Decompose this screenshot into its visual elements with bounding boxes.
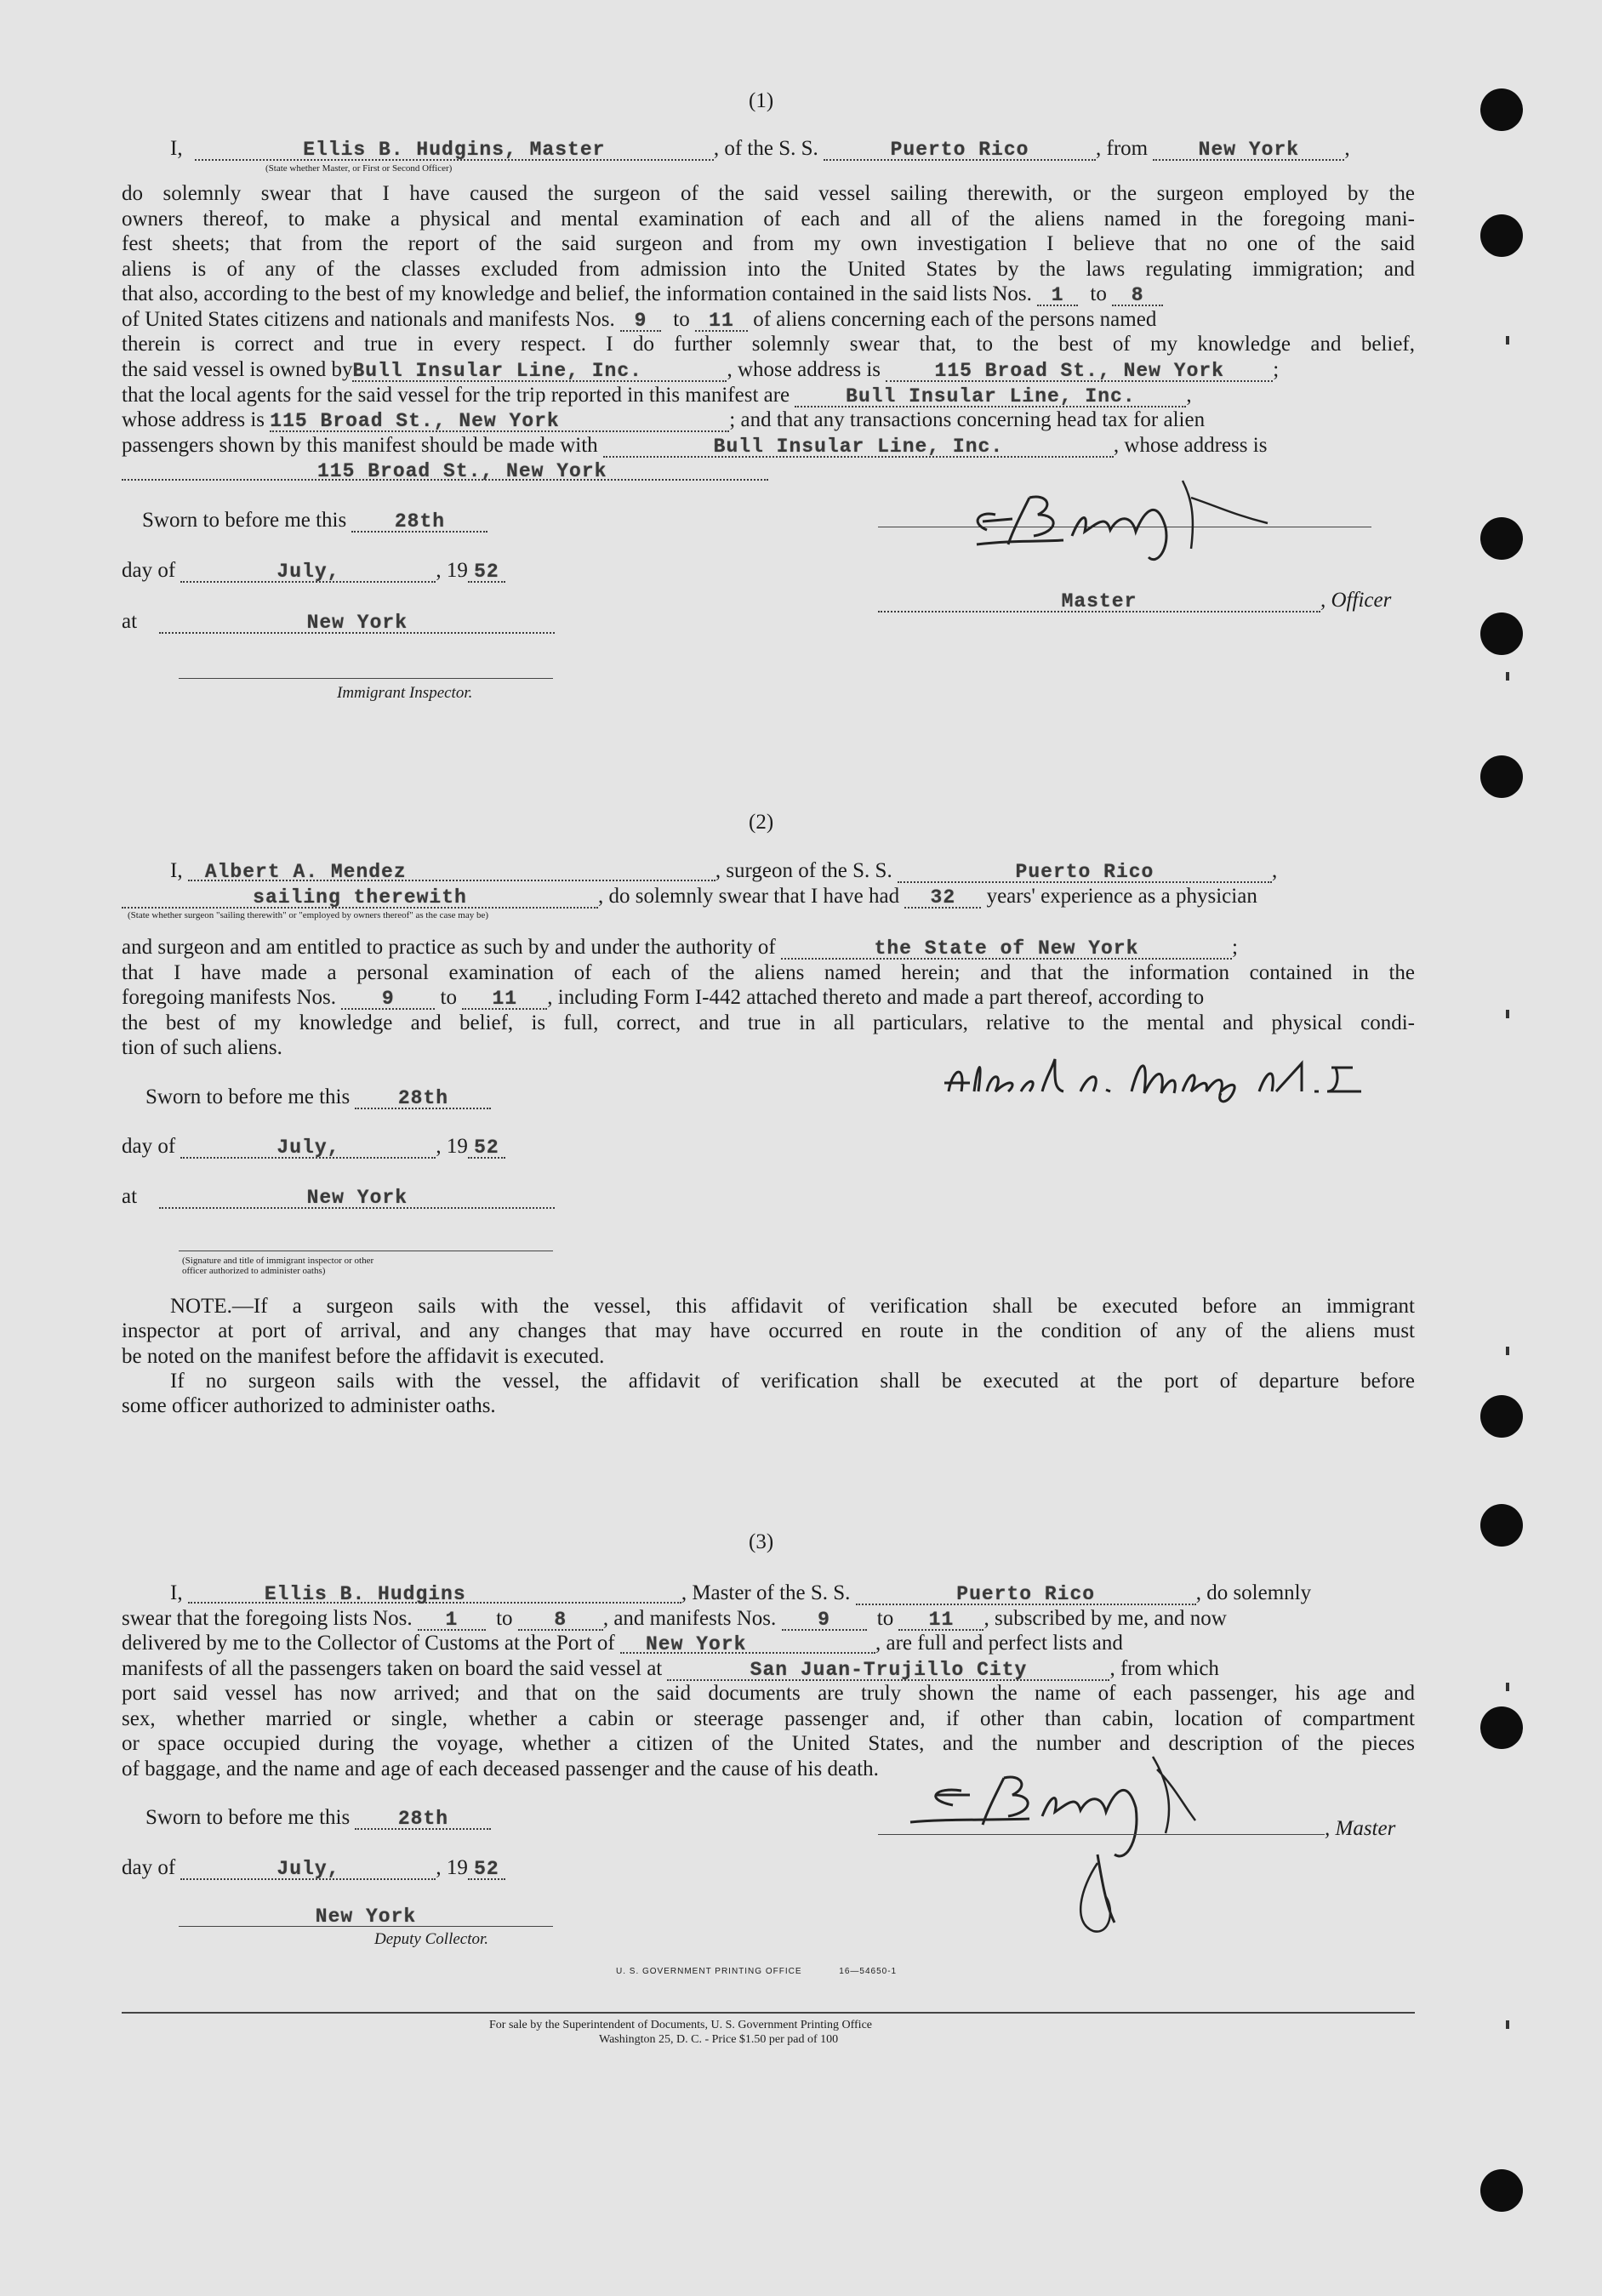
agents-address-line (122, 407, 1205, 433)
to-text: to (1090, 282, 1107, 305)
head-tax-text: ; and that any transactions concerning head tax for alien (729, 408, 1206, 431)
master-label: , Master (1325, 1817, 1396, 1840)
agents-text: that the local agents for the said vessel for the trip reported in this manifest are (122, 384, 790, 407)
at-text: at (122, 1185, 138, 1208)
master-caption: (State whether Master, or First or Second Officer) (265, 163, 453, 174)
manifests-line (122, 307, 1156, 333)
form-code: 16—54650-1 (839, 1967, 898, 1976)
note-line: NOTE.—If a surgeon sails with the vessel, this affidavit of verification shall be executed before an immigrant (170, 1295, 1415, 1318)
day-of-text: day of (122, 559, 176, 582)
body-line: sex, whether married or single, whether a cabin or steerage passenger and, if other than cabin, location of compartment (122, 1707, 1415, 1730)
at-text: at (122, 610, 138, 633)
vessel-field[interactable]: Puerto Rico (824, 137, 1096, 161)
manifests-to-field[interactable]: 11 (695, 308, 748, 332)
sale-line-1: For sale by the Superintendent of Documents, U. S. Government Printing Office (489, 2019, 872, 2031)
surgeon-signature (936, 1042, 1412, 1110)
address-text: whose address is (122, 408, 265, 431)
place-field[interactable]: New York (179, 1904, 553, 1927)
manifests-to-field[interactable]: 11 (898, 1607, 983, 1631)
body-line: tion of such aliens. (122, 1036, 282, 1059)
lists-line (122, 1606, 1227, 1632)
experience-text: , do solemnly swear that I have had (598, 885, 900, 908)
binder-mark (1506, 1683, 1509, 1691)
inspector-signature-line (179, 678, 553, 679)
officer-title-field[interactable]: Master (878, 589, 1320, 612)
manifests-text-2: of aliens concerning each of the persons named (753, 308, 1157, 331)
sworn-day-field[interactable]: 28th (355, 1085, 491, 1109)
embark-line (122, 1656, 1219, 1682)
printer-text: U. S. GOVERNMENT PRINTING OFFICE (616, 1967, 802, 1976)
authority-line: and surgeon and am entitled to practice as such by and under the authority of the State of New York ; (122, 936, 1238, 960)
punch-hole (1480, 1504, 1523, 1547)
affidavit-number: (2) (749, 811, 774, 834)
from-which-text: , from which (1109, 1657, 1219, 1680)
note-line: inspector at port of arrival, and any changes that may have occurred en route in the condition of any of the aliens must (122, 1319, 1415, 1342)
full-lists-text: , are full and perfect lists and (875, 1632, 1123, 1655)
punch-hole (1480, 214, 1523, 257)
experience-text-2: years' experience as a physician (986, 885, 1257, 908)
embark-field[interactable]: San Juan-Trujillo City (667, 1657, 1109, 1681)
from-text: , from (1096, 137, 1149, 160)
body-line: aliens is of any of the classes excluded from admission into the United States by the laws regulating immigration; and (122, 258, 1415, 281)
month-line (122, 1134, 505, 1159)
owner-text: the said vessel is owned by (122, 358, 353, 381)
port-text: delivered by me to the Collector of Customs at the Port of (122, 1632, 615, 1655)
binder-mark (1506, 1347, 1509, 1355)
manifests-line (122, 985, 1204, 1011)
affidavit-number: (1) (749, 89, 774, 112)
body-line: of baggage, and the name and age of each deceased passenger and the cause of his death. (122, 1758, 879, 1780)
manifests-from-field[interactable]: 9 (341, 986, 435, 1010)
sworn-line (145, 1805, 491, 1831)
master-line (170, 1581, 1311, 1606)
sale-line-2: Washington 25, D. C. - Price $1.50 per pad of 100 (599, 2033, 839, 2046)
years-field[interactable]: 32 (904, 885, 981, 909)
body-line: or space occupied during the voyage, whether a citizen of the United States, and the number and description of the pieces (122, 1732, 1415, 1755)
port-line (122, 1631, 1123, 1656)
note-line: some officer authorized to administer oaths. (122, 1394, 496, 1417)
to-text: to (876, 1607, 894, 1630)
surgeon-name-field[interactable]: Albert A. Mendez (188, 859, 715, 881)
lists-line (122, 282, 1163, 307)
to-text: to (440, 986, 457, 1009)
authority-field[interactable]: the State of New York (781, 936, 1232, 960)
year-field[interactable]: 52 (468, 1135, 505, 1159)
body-line: owners thereof, to make a physical and mental examination of each and all of the aliens named in the foregoing mani- (122, 208, 1415, 231)
master-label: , Master of the S. S. (681, 1581, 851, 1604)
tax-address-line (122, 458, 768, 483)
binder-mark (1506, 336, 1509, 345)
punch-hole (1480, 517, 1523, 560)
master-name-field[interactable]: Ellis B. Hudgins, Master (195, 137, 714, 161)
collector-caption: Deputy Collector. (374, 1930, 489, 1948)
year-field[interactable]: 52 (468, 559, 505, 583)
sworn-text: Sworn to before me this (145, 1085, 351, 1108)
master-signature (961, 464, 1387, 583)
affidavit-number: (3) (749, 1530, 774, 1553)
punch-hole (1480, 2169, 1523, 2212)
month-field[interactable]: July, (180, 1135, 436, 1159)
address-text: , whose address is (1113, 434, 1268, 457)
owner-line: the said vessel is owned byBull Insular Line, Inc. , whose address is 115 Broad St., New York ; (122, 358, 1280, 382)
to-text: to (673, 308, 690, 331)
month-line (122, 558, 505, 584)
surgeon-label: , surgeon of the S. S. (715, 859, 892, 882)
agents-line: that the local agents for the said vessel for the trip reported in this manifest are Bull Insular Line, Inc. , (122, 384, 1192, 407)
month-field[interactable]: July, (180, 1856, 436, 1880)
month-line (122, 1855, 505, 1881)
body-line: that I have made a personal examination of each of the aliens named herein; and that the information contained in the (122, 961, 1415, 984)
vessel-field[interactable]: Puerto Rico (856, 1581, 1196, 1605)
place-line (122, 609, 555, 635)
place-field[interactable]: New York (159, 1185, 555, 1209)
owner-field[interactable]: Bull Insular Line, Inc. (352, 358, 727, 382)
sworn-day-field[interactable]: 28th (355, 1806, 491, 1830)
lists-text: swear that the foregoing lists Nos. (122, 1607, 413, 1630)
manifests-from-field[interactable]: 9 (782, 1607, 867, 1631)
manifests-text: of United States citizens and nationals and manifests Nos. (122, 308, 615, 331)
surgeon-line: I, Albert A. Mendez , surgeon of the S. S. Puerto Rico , (170, 859, 1278, 883)
manifests-from-field[interactable]: 9 (620, 308, 661, 332)
punch-hole (1480, 755, 1523, 798)
agents-field[interactable]: Bull Insular Line, Inc. (795, 384, 1186, 407)
agents-address-field[interactable]: 115 Broad St., New York (270, 408, 729, 432)
printer-line (616, 1967, 897, 1976)
lists-from-field[interactable]: 1 (1037, 282, 1078, 306)
sworn-text: Sworn to before me this (142, 509, 347, 532)
master-name-field[interactable]: Ellis B. Hudgins (188, 1581, 681, 1604)
sailing-status-field[interactable]: sailing therewith (122, 885, 598, 909)
lists-text: that also, according to the best of my knowledge and belief, the information contained in the said lists Nos. (122, 282, 1032, 305)
body-line: therein is correct and true in every respect. I do further solemnly swear that, to the best of my knowledge and belief, (122, 333, 1415, 356)
place-field[interactable]: New York (159, 610, 555, 634)
intro-text: I, (170, 137, 183, 160)
body-line: do solemnly swear that I have caused the surgeon of the said vessel sailing therewith, or the surgeon employed by the (122, 182, 1415, 205)
solemnly-text: , do solemnly (1195, 1581, 1312, 1604)
inspector-caption: Immigrant Inspector. (337, 684, 473, 702)
address-text: , whose address is (727, 358, 881, 381)
year-prefix: , 19 (436, 559, 468, 582)
tax-line (122, 433, 1267, 459)
intro-text: I, (170, 1581, 183, 1604)
sailing-caption: (State whether surgeon "sailing therewith" or "employed by owners thereof" as the case may be) (128, 910, 489, 920)
master-signature-line (878, 1812, 1395, 1842)
signature-caption: (Signature and title of immigrant inspector or other officer authorized to administer oaths) (182, 1256, 374, 1276)
punch-hole (1480, 1395, 1523, 1438)
punch-hole (1480, 1706, 1523, 1749)
punch-hole (1480, 612, 1523, 655)
binder-mark (1506, 672, 1509, 681)
note-line: be noted on the manifest before the affidavit is executed. (122, 1345, 605, 1368)
subscribed-text: , subscribed by me, and now (983, 1607, 1227, 1630)
vessel-field[interactable]: Puerto Rico (898, 859, 1272, 883)
sworn-line (145, 1085, 491, 1110)
body-line: port said vessel has now arrived; and that on the said documents are truly shown the name of each passenger, his age and (122, 1682, 1415, 1705)
sworn-text: Sworn to before me this (145, 1806, 351, 1829)
sworn-line (142, 508, 487, 533)
from-port-field[interactable]: New York (1153, 137, 1344, 161)
tax-text: passengers shown by this manifest should be made with (122, 434, 598, 457)
note-line: If no surgeon sails with the vessel, the affidavit of verification shall be executed at the port of departure before (170, 1370, 1415, 1393)
authority-text: and surgeon and am entitled to practice as such by and under the authority of (122, 936, 776, 959)
port-field[interactable]: New York (620, 1632, 875, 1654)
body-line: the best of my knowledge and belief, is full, correct, and true in all particulars, relative to the mental and physical condi- (122, 1011, 1415, 1034)
sailing-line (122, 884, 1257, 909)
lists-from-field[interactable]: 1 (418, 1607, 486, 1631)
punch-hole (1480, 88, 1523, 131)
affidavit-line: I, Ellis B. Hudgins, Master , of the S. S. Puerto Rico , from New York , (170, 137, 1350, 161)
year-prefix: , 19 (436, 1856, 468, 1879)
month-field[interactable]: July, (180, 559, 436, 583)
year-prefix: , 19 (436, 1135, 468, 1158)
master-signature-field[interactable] (878, 1812, 1325, 1835)
footer-rule (122, 2012, 1415, 2014)
of-ss-text: , of the S. S. (713, 137, 818, 160)
officer-label: , Officer (1320, 589, 1392, 612)
master-signature-2 (902, 1752, 1344, 1957)
manifests-text: , and manifests Nos. (602, 1607, 777, 1630)
lists-to-field[interactable]: 8 (518, 1607, 603, 1631)
collector-place-line (179, 1903, 553, 1929)
manifests-to-field[interactable]: 11 (462, 986, 547, 1010)
tax-agent-field[interactable]: Bull Insular Line, Inc. (603, 434, 1114, 458)
year-field[interactable]: 52 (468, 1856, 505, 1880)
intro-text: I, (170, 859, 183, 882)
to-text: to (496, 1607, 513, 1630)
manifests-text: foregoing manifests Nos. (122, 986, 337, 1009)
day-of-text: day of (122, 1856, 176, 1879)
sworn-day-field[interactable]: 28th (351, 509, 487, 533)
place-line (122, 1184, 555, 1210)
lists-to-field[interactable]: 8 (1112, 282, 1163, 306)
embark-text: manifests of all the passengers taken on board the said vessel at (122, 1657, 663, 1680)
owner-address-field[interactable]: 115 Broad St., New York (886, 358, 1273, 382)
binder-mark (1506, 2020, 1509, 2029)
body-line: fest sheets; that from the report of the said surgeon and from my own investigation I believe that no one of the said (122, 232, 1415, 255)
tax-address-field[interactable]: 115 Broad St., New York (122, 459, 768, 481)
day-of-text: day of (122, 1135, 176, 1158)
manifests-text-2: , including Form I-442 attached thereto and made a part thereof, according to (547, 986, 1205, 1009)
officer-line (878, 588, 1391, 613)
binder-mark (1506, 1010, 1509, 1018)
